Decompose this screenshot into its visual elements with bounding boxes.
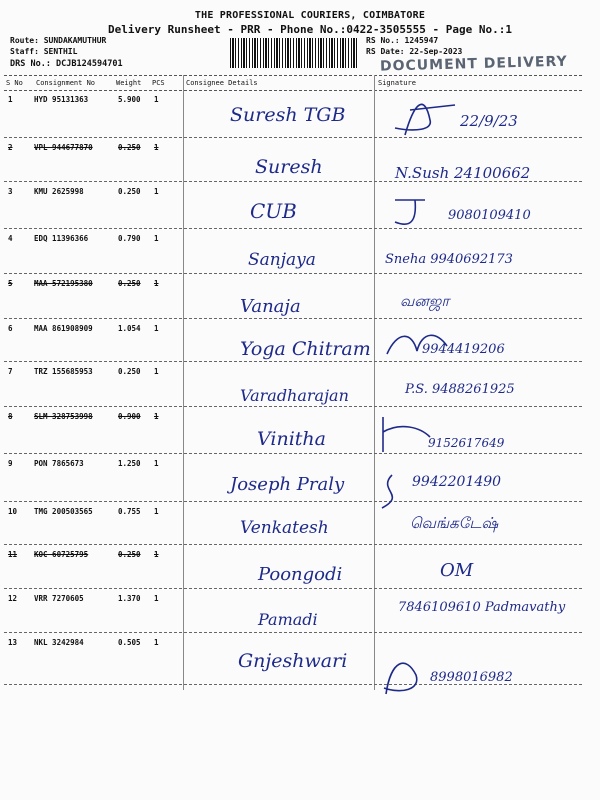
row-sno: 11	[8, 550, 18, 559]
row-pcs: 1	[154, 459, 159, 468]
row-weight: 0.250	[118, 550, 141, 559]
row-consignment: VPL 944677870	[34, 143, 93, 152]
consignee-handwriting: Vinitha	[257, 428, 326, 450]
consignee-handwriting: Yoga Chitram	[240, 338, 371, 360]
consignee-handwriting: Joseph Praly	[230, 474, 345, 495]
row-weight: 0.900	[118, 412, 141, 421]
row-pcs: 1	[154, 412, 159, 421]
route-label: Route: SUNDAKAMUTHUR	[10, 36, 107, 45]
row-sno: 5	[8, 279, 13, 288]
consignee-handwriting: Vanaja	[240, 296, 301, 317]
signature-scribble	[385, 192, 445, 232]
col-pcs: PCS	[152, 79, 165, 87]
row-consignment: SLM 328753998	[34, 412, 93, 421]
row-sno: 7	[8, 367, 13, 376]
signature-text: 9944419206	[422, 342, 505, 357]
row-consignment: VRR 7270605	[34, 594, 84, 603]
signature-text: Sneha 9940692173	[385, 252, 513, 267]
rs-date: RS Date: 22-Sep-2023	[366, 47, 463, 56]
row-sno: 9	[8, 459, 13, 468]
row-consignment: PON 7865673	[34, 459, 84, 468]
consignee-handwriting: Suresh	[255, 156, 323, 178]
row-consignment: MAA 572195380	[34, 279, 93, 288]
row-consignment: MAA 861908909	[34, 324, 93, 333]
signature-text: N.Sush 24100662	[395, 164, 531, 182]
consignee-handwriting: Pamadi	[258, 610, 318, 629]
row-pcs: 1	[154, 279, 159, 288]
row-pcs: 1	[154, 143, 159, 152]
runsheet-title: Delivery Runsheet - PRR - Phone No.:0422-3505555 - Page No.:1	[108, 23, 512, 36]
row-weight: 0.505	[118, 638, 141, 647]
signature-scribble	[375, 412, 435, 457]
row-sno: 13	[8, 638, 18, 647]
consignee-handwriting: Sanjaya	[248, 250, 316, 270]
row-sno: 12	[8, 594, 18, 603]
signature-scribble	[376, 650, 436, 698]
row-sno: 10	[8, 507, 18, 516]
consignee-handwriting: Suresh TGB	[230, 104, 346, 126]
signature-text: OM	[440, 560, 474, 581]
row-consignment: KOC 60725795	[34, 550, 89, 559]
row-consignment: TMG 200503565	[34, 507, 93, 516]
row-pcs: 1	[154, 594, 159, 603]
col-signature: Signature	[378, 79, 416, 87]
signature-text: 22/9/23	[460, 112, 518, 130]
consignee-handwriting: Varadharajan	[240, 386, 349, 405]
col-weight: Weight	[116, 79, 142, 87]
row-sno: 4	[8, 234, 13, 243]
document-delivery-stamp: DOCUMENT DELIVERY	[379, 53, 568, 75]
row-weight: 0.250	[118, 187, 141, 196]
row-consignment: TRZ 155685953	[34, 367, 93, 376]
consignee-handwriting: CUB	[250, 199, 297, 223]
row-weight: 0.755	[118, 507, 141, 516]
row-pcs: 1	[154, 507, 159, 516]
col-sno: S No	[6, 79, 23, 87]
row-consignment: KMU 2625998	[34, 187, 84, 196]
signature-text: வனஜா	[400, 292, 450, 310]
row-pcs: 1	[154, 550, 159, 559]
col-consignment: Consignment No	[36, 79, 96, 87]
staff-label: Staff: SENTHIL	[10, 47, 78, 56]
row-weight: 1.250	[118, 459, 141, 468]
signature-scribble	[372, 470, 412, 510]
company-name: THE PROFESSIONAL COURIERS, COIMBATORE	[194, 10, 426, 21]
signature-text: 9152617649	[428, 436, 505, 450]
drs-number: DRS No.: DCJB124594701	[10, 59, 123, 69]
row-consignment: EDQ 11396366	[34, 234, 89, 243]
rs-number: RS No.: 1245947	[366, 36, 439, 45]
row-weight: 0.250	[118, 279, 141, 288]
row-sno: 8	[8, 412, 13, 421]
row-sno: 1	[8, 95, 13, 104]
signature-text: 7846109610 Padmavathy	[398, 600, 566, 615]
row-pcs: 1	[154, 367, 159, 376]
row-sno: 6	[8, 324, 13, 333]
signature-scribble	[385, 90, 465, 140]
row-weight: 5.900	[118, 95, 141, 104]
signature-text: 9942201490	[412, 474, 502, 490]
row-pcs: 1	[154, 234, 159, 243]
signature-text: வெங்கடேஷ்	[410, 514, 499, 532]
row-weight: 0.790	[118, 234, 141, 243]
row-weight: 0.250	[118, 143, 141, 152]
row-weight: 1.370	[118, 594, 141, 603]
signature-text: P.S. 9488261925	[405, 382, 515, 397]
consignee-handwriting: Venkatesh	[240, 518, 329, 538]
row-consignment: NKL 3242984	[34, 638, 84, 647]
signature-text: 8998016982	[430, 670, 513, 685]
row-consignment: HYD 95131363	[34, 95, 89, 104]
consignee-handwriting: Gnjeshwari	[238, 650, 348, 672]
col-consignee: Consignee Details	[186, 79, 258, 87]
row-sno: 2	[8, 143, 13, 152]
row-sno: 3	[8, 187, 13, 196]
row-pcs: 1	[154, 95, 159, 104]
row-pcs: 1	[154, 187, 159, 196]
row-weight: 0.250	[118, 367, 141, 376]
row-pcs: 1	[154, 324, 159, 333]
consignee-handwriting: Poongodi	[258, 564, 343, 585]
barcode	[230, 38, 358, 68]
row-pcs: 1	[154, 638, 159, 647]
signature-text: 9080109410	[448, 208, 531, 223]
row-weight: 1.054	[118, 324, 141, 333]
